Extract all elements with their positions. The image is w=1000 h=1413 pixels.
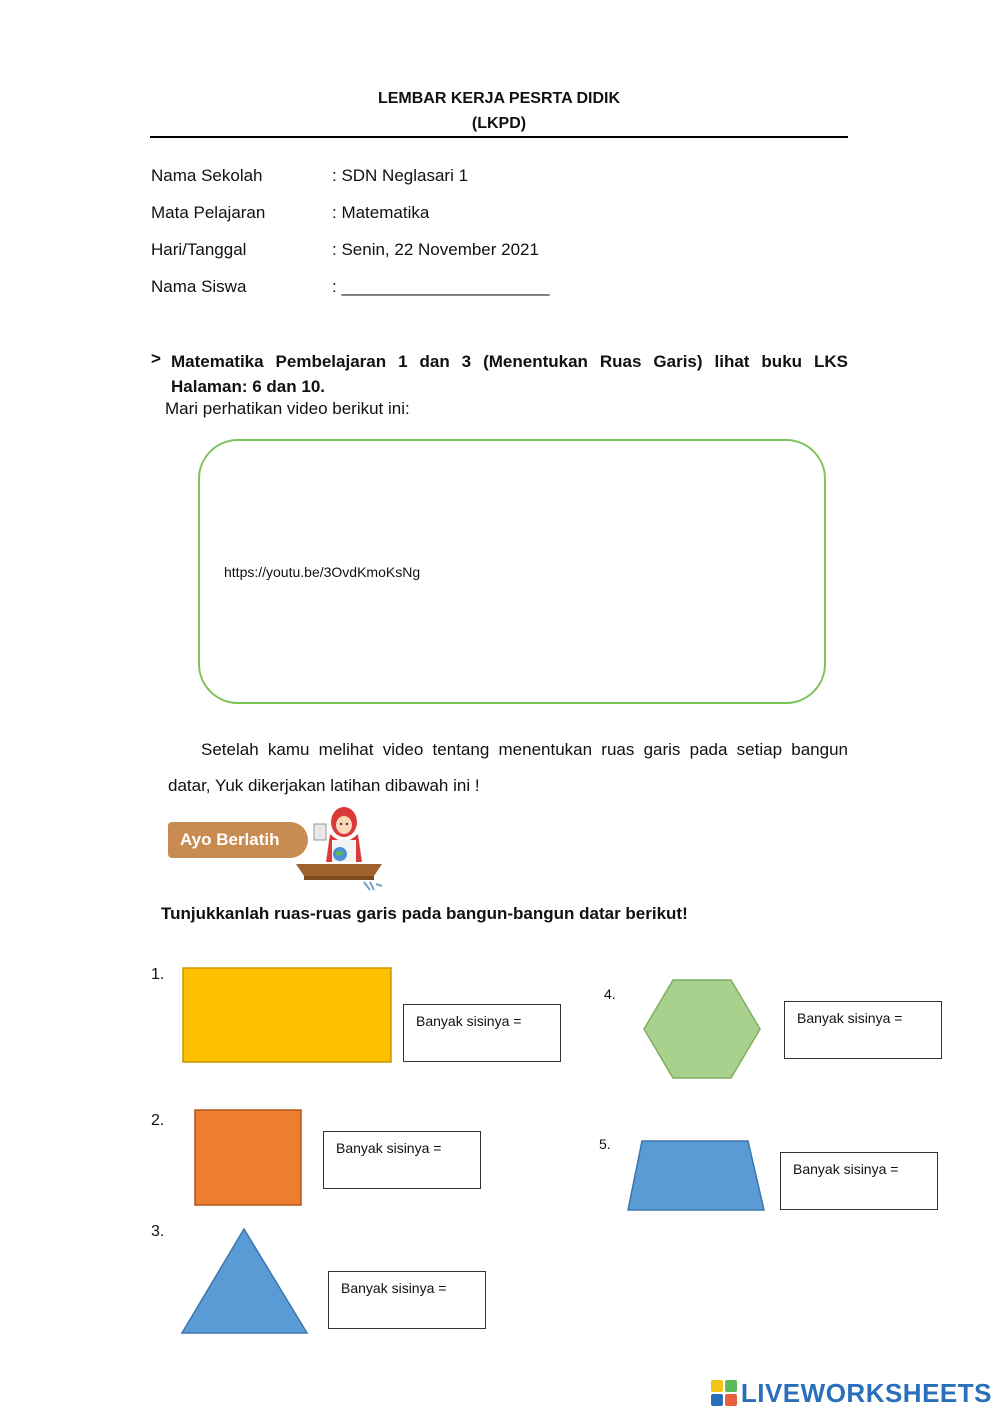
info-label-student-name: Nama Siswa xyxy=(151,277,247,296)
info-value-subject: : Matematika xyxy=(332,203,430,222)
square-shape xyxy=(194,1109,304,1208)
page-subtitle: (LKPD) xyxy=(471,115,527,132)
page-title: LEMBAR KERJA PESRTA DIDIK xyxy=(377,90,621,107)
info-label-date: Hari/Tanggal xyxy=(151,240,247,259)
liveworksheets-logo-icon xyxy=(711,1380,737,1406)
exercise-number-1: 1. xyxy=(151,966,165,983)
exercise-number-4: 4. xyxy=(604,986,616,1002)
rectangle-shape xyxy=(182,967,394,1065)
student-mascot-icon xyxy=(286,800,390,892)
answer-input-1[interactable] xyxy=(416,1035,546,1051)
answer-label-1: Banyak sisinya = xyxy=(416,1013,522,1029)
instruction-paragraph: Setelah kamu melihat video tentang menentukan ruas garis pada setiap bangun datar, Yuk dikerjakan latihan dibawah ini ! xyxy=(168,740,848,795)
info-value-school: : SDN Neglasari 1 xyxy=(332,166,469,185)
exercise-number-5: 5. xyxy=(599,1136,611,1152)
answer-box-1[interactable] xyxy=(403,1004,561,1062)
answer-box-4[interactable] xyxy=(784,1001,942,1059)
answer-label-5: Banyak sisinya = xyxy=(793,1161,899,1177)
answer-box-5[interactable] xyxy=(780,1152,938,1210)
answer-label-2: Banyak sisinya = xyxy=(336,1140,442,1156)
footer-brand-text: LIVEWORKSHEETS xyxy=(740,1377,992,1408)
info-label-subject: Mata Pelajaran xyxy=(151,203,266,222)
answer-input-2[interactable] xyxy=(336,1162,466,1178)
instruction-text: Matematika Pembelajaran 1 dan 3 (Menentukan Ruas Garis) lihat buku LKS Halaman: 6 dan 10. xyxy=(171,352,848,396)
answer-label-3: Banyak sisinya = xyxy=(341,1280,447,1296)
footer-brand[interactable] xyxy=(711,1379,992,1407)
video-intro-text: Mari perhatikan video berikut ini: xyxy=(165,399,410,418)
hexagon-shape xyxy=(642,978,762,1080)
info-value-date: : Senin, 22 November 2021 xyxy=(332,240,539,259)
answer-input-5[interactable] xyxy=(793,1183,923,1199)
triangle-shape xyxy=(180,1227,310,1335)
answer-label-4: Banyak sisinya = xyxy=(797,1010,903,1026)
trapezoid-shape xyxy=(626,1139,766,1212)
answer-box-3[interactable] xyxy=(328,1271,486,1329)
bullet-marker: > xyxy=(151,349,161,368)
video-link[interactable]: https://youtu.be/3OvdKmoKsNg xyxy=(224,564,421,580)
title-divider xyxy=(150,136,848,138)
exercise-number-2: 2. xyxy=(151,1112,165,1129)
answer-input-4[interactable] xyxy=(797,1032,927,1048)
ayo-berlatih-badge: Ayo Berlatih xyxy=(168,822,308,858)
info-label-school: Nama Sekolah xyxy=(151,166,263,185)
task-heading: Tunjukkanlah ruas-ruas garis pada bangun-bangun datar berikut! xyxy=(161,904,688,923)
answer-input-3[interactable] xyxy=(341,1302,471,1318)
answer-box-2[interactable] xyxy=(323,1131,481,1189)
student-name-field[interactable]: : ______________________ xyxy=(332,277,550,296)
exercise-number-3: 3. xyxy=(151,1223,165,1240)
